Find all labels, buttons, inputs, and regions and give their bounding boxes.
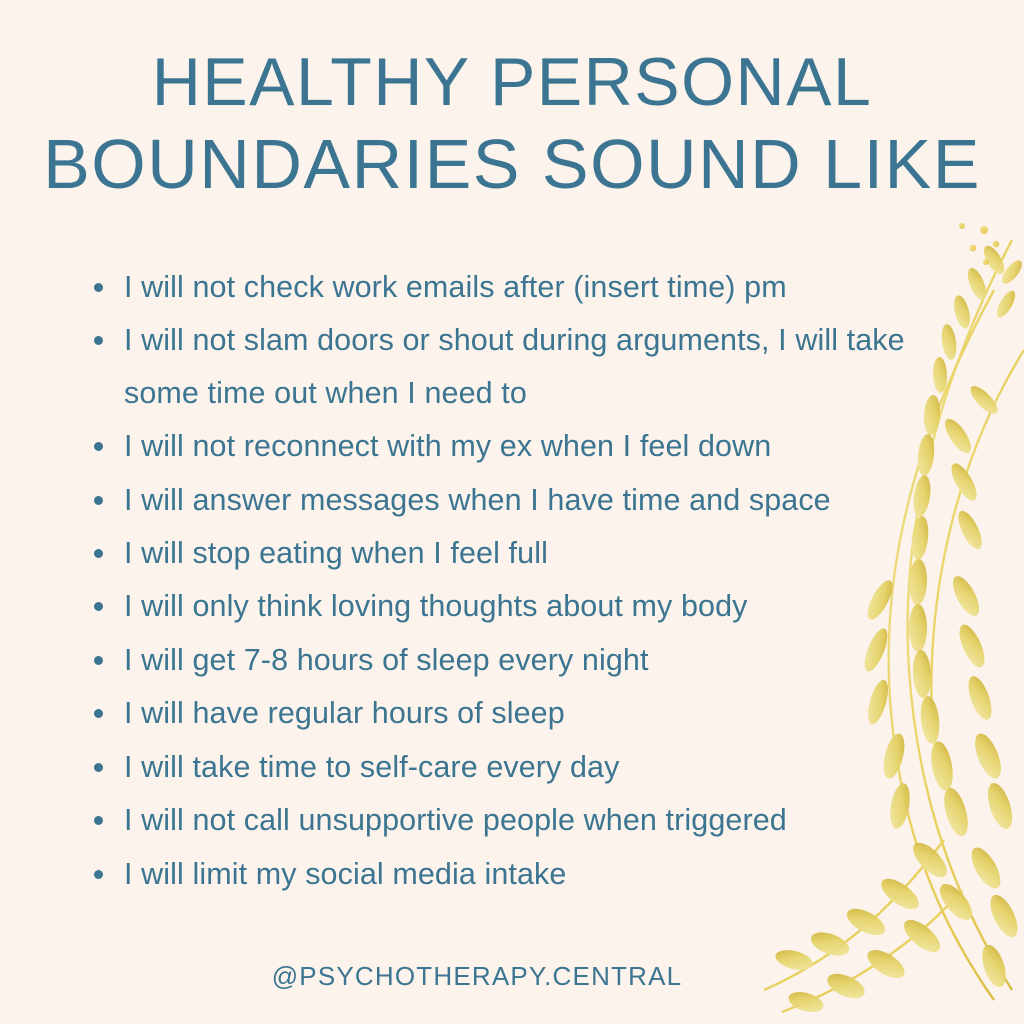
list-item: I will stop eating when I feel full xyxy=(116,527,984,579)
list-item: I will get 7-8 hours of sleep every night xyxy=(116,634,984,686)
list-item: I will have regular hours of sleep xyxy=(116,687,984,739)
title-line-1: HEALTHY PERSONAL xyxy=(151,44,873,120)
list-item: I will only think loving thoughts about my body xyxy=(116,580,984,632)
list-item: I will limit my social media intake xyxy=(116,848,984,900)
list-item: I will not reconnect with my ex when I feel down xyxy=(116,420,984,472)
list-item: I will not check work emails after (insert time) pm xyxy=(116,261,984,313)
boundaries-list-container xyxy=(0,261,1024,900)
page-title xyxy=(0,0,1024,204)
list-item: I will take time to self-care every day xyxy=(116,741,984,793)
brand-handle: @PSYCHOTHERAPY.CENTRAL xyxy=(271,961,683,991)
list-item: I will not slam doors or shout during arguments, I will take some time out when I need to xyxy=(116,314,984,419)
title-line-2: BOUNDARIES SOUND LIKE xyxy=(43,125,981,204)
boundaries-list xyxy=(80,261,984,900)
list-item: I will not call unsupportive people when triggered xyxy=(116,794,984,846)
list-item: I will answer messages when I have time and space xyxy=(116,474,984,526)
